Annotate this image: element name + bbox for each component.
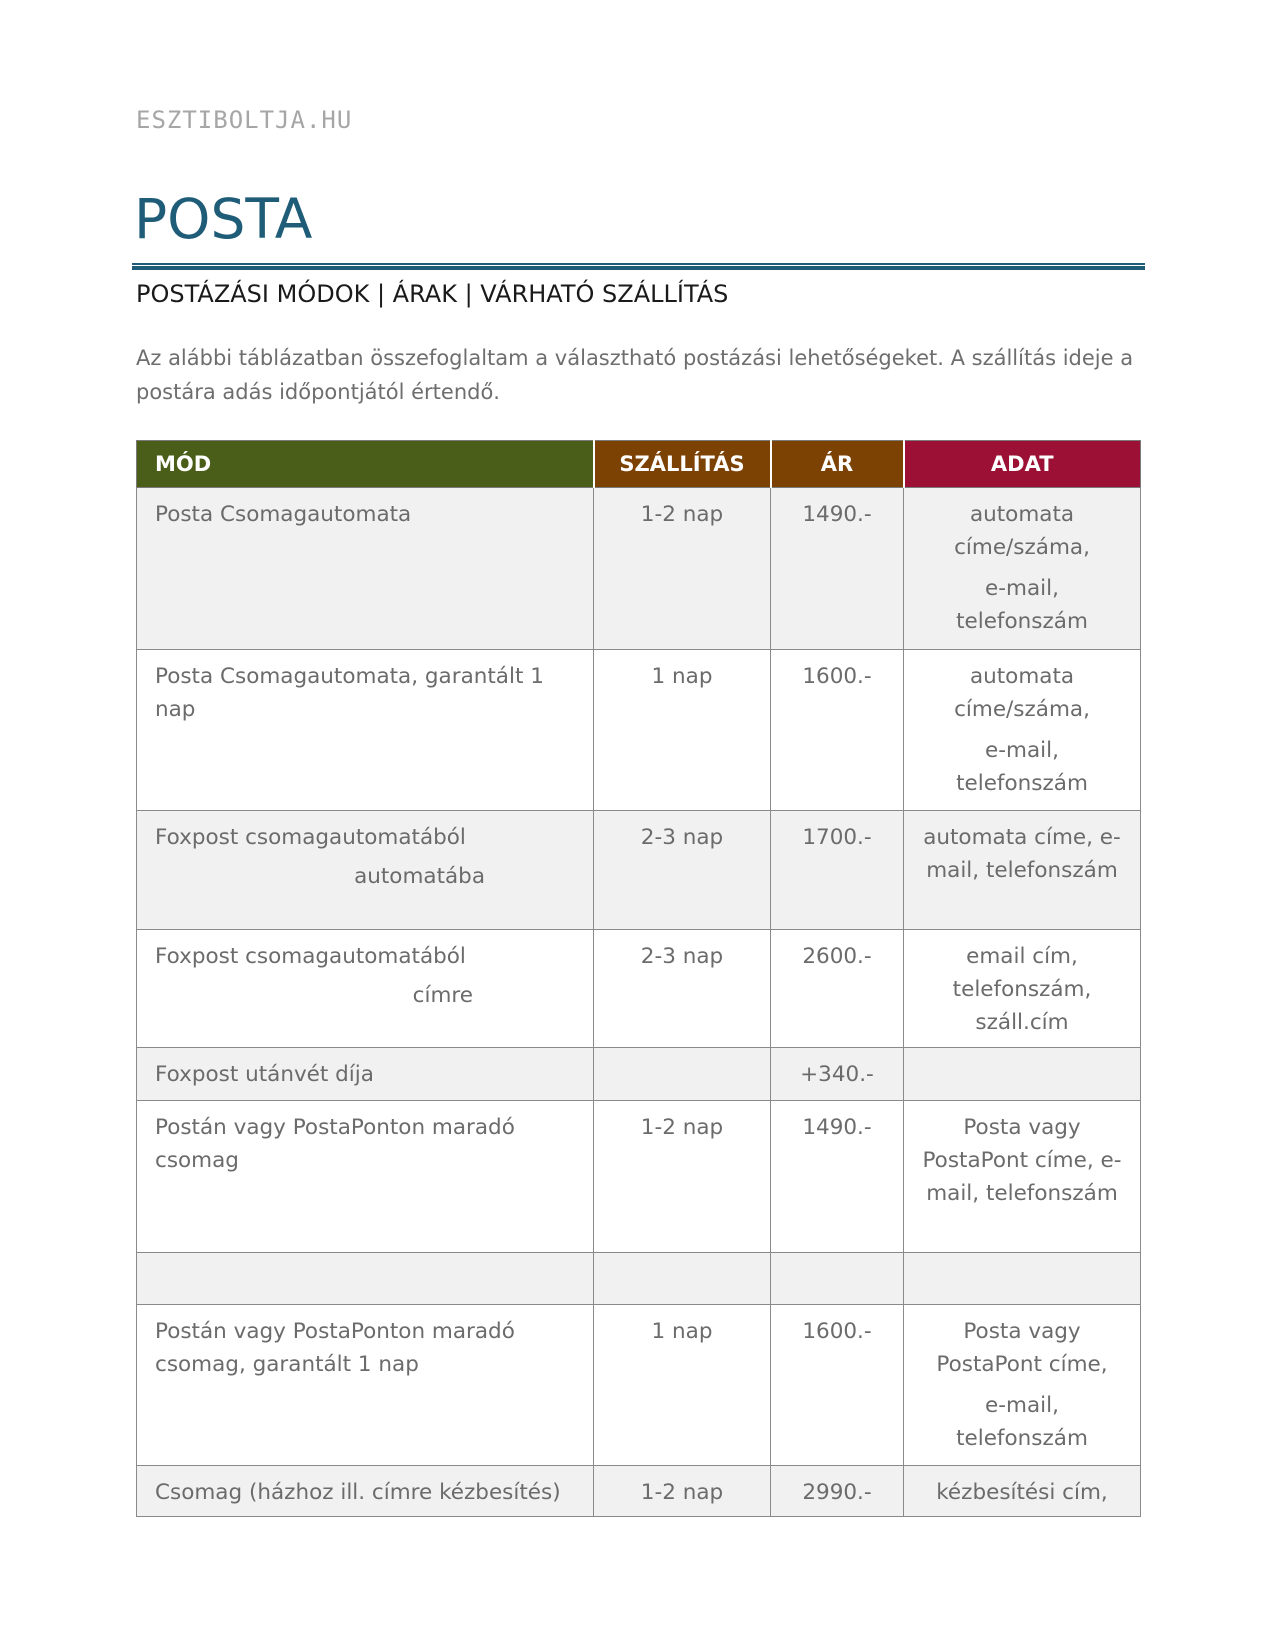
cell-szallitas: 1-2 nap [594,488,771,650]
cell-ar: 1490.- [771,488,904,650]
cell-adat: email cím, telefonszám, száll.cím [904,930,1141,1048]
cell-mod-sub: címre [412,983,473,1008]
cell-ar: 1600.- [771,650,904,811]
cell-ar [771,1253,904,1305]
table-row [137,1305,1141,1466]
table-row [137,811,1141,930]
cell-adat [904,1305,1141,1466]
table-row [137,1101,1141,1253]
cell-ar: 1700.- [771,811,904,930]
cell-ar: 2600.- [771,930,904,1048]
cell-adat: kézbesítési cím, [904,1466,1141,1517]
cell-adat-line1: automata címe/száma, [954,502,1090,560]
cell-adat-line2: e-mail, telefonszám [956,738,1088,796]
cell-mod: Csomag (házhoz ill. címre kézbesítés) [137,1466,594,1517]
cell-adat-line2: e-mail, telefonszám [956,576,1088,634]
shipping-table [136,440,1141,1517]
cell-szallitas: 1-2 nap [594,1101,771,1253]
cell-mod: Foxpost utánvét díja [137,1048,594,1101]
column-header-szallitas: SZÁLLÍTÁS [594,441,771,488]
cell-mod [137,1253,594,1305]
column-header-mod: MÓD [137,441,594,488]
cell-ar: 1490.- [771,1101,904,1253]
cell-adat-line1: automata címe/száma, [954,664,1090,722]
cell-mod [137,930,594,1048]
cell-adat-line2: e-mail, telefonszám [956,1393,1088,1451]
cell-szallitas: 2-3 nap [594,811,771,930]
cell-ar: 2990.- [771,1466,904,1517]
cell-szallitas: 1 nap [594,650,771,811]
cell-mod: Postán vagy PostaPonton maradó csomag, garantált 1 nap [137,1305,594,1466]
column-header-adat: ADAT [904,441,1141,488]
cell-ar: 1600.- [771,1305,904,1466]
cell-szallitas [594,1048,771,1101]
table-row [137,650,1141,811]
site-logo: ESZTIBOLTJA.HU [136,106,353,134]
intro-paragraph: Az alábbi táblázatban összefoglaltam a választható postázási lehetőségeket. A szállítás ideje a postára adás időpontjától értendő. [136,346,1134,404]
cell-mod-sub: automatába [354,864,485,889]
cell-ar: +340.- [771,1048,904,1101]
title-divider-thick [132,266,1145,270]
page-title: POSTA [134,187,313,251]
cell-szallitas: 1-2 nap [594,1466,771,1517]
cell-szallitas: 1 nap [594,1305,771,1466]
cell-adat: automata címe, e-mail, telefonszám [904,811,1141,930]
table-row [137,1466,1141,1517]
cell-adat: Posta vagy PostaPont címe, e-mail, telefonszám [904,1101,1141,1253]
title-divider-thin [132,263,1145,265]
table-header-row [137,441,1141,488]
table-row [137,488,1141,650]
cell-mod: Posta Csomagautomata, garantált 1 nap [137,650,594,811]
page-subtitle: POSTÁZÁSI MÓDOK | ÁRAK | VÁRHATÓ SZÁLLÍTÁS [136,280,729,308]
cell-mod-main: Foxpost csomagautomatából [155,944,466,969]
table-row [137,1048,1141,1101]
table-row [137,930,1141,1048]
cell-szallitas: 2-3 nap [594,930,771,1048]
cell-mod-main: Foxpost csomagautomatából [155,825,466,850]
cell-adat-line1: Posta vagy PostaPont címe, [936,1319,1108,1377]
cell-adat [904,1048,1141,1101]
cell-mod: Postán vagy PostaPonton maradó csomag [137,1101,594,1253]
cell-adat [904,650,1141,811]
cell-mod [137,811,594,930]
cell-mod: Posta Csomagautomata [137,488,594,650]
cell-adat [904,488,1141,650]
table-row-empty [137,1253,1141,1305]
cell-adat [904,1253,1141,1305]
column-header-ar: ÁR [771,441,904,488]
cell-szallitas [594,1253,771,1305]
